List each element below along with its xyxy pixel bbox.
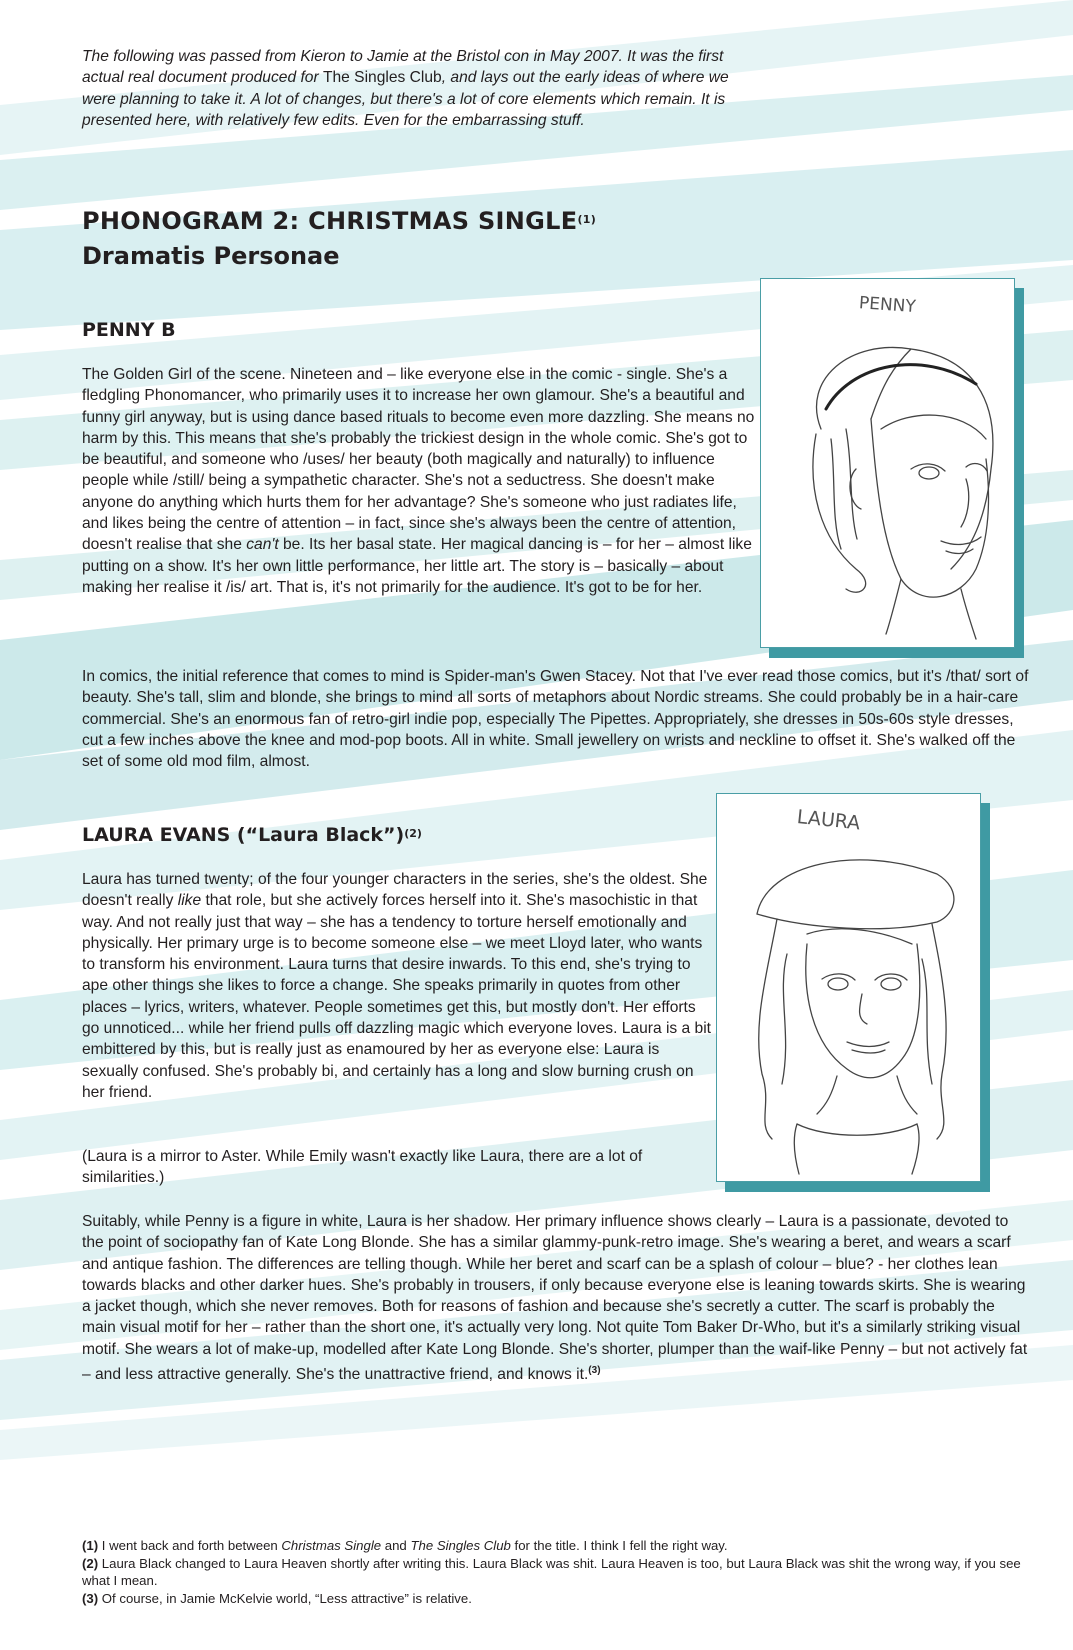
laura-heading: LAURA EVANS (“Laura Black”)$^{(2)}$ — [82, 824, 422, 846]
penny-paragraph-2: In comics, the initial reference that comes to mind is Spider-man's Gwen Stacey. Not that I've ever read those comics, but it's /that/ sort of beauty. She's tall, slim and blonde, she brings to mind all sorts of metaphors about Nordic streams. She could probably be in a hair-care commercial. She's an enormous fan of retro-girl indie pop, especially The Pipettes. Appropriately, she dresses in 50s-60s style dresses, cut a few inches above the knee and mod-pop boots. All in white. Small jewellery on wrists and neckline to offset it. She's walked off the set of some old mod film, almost. — [82, 668, 1029, 771]
penny-sketch-frame — [760, 278, 1015, 648]
footnotes — [82, 1537, 1032, 1607]
laura-footnote-ref: (2) — [404, 827, 422, 840]
intro-book-title: The Singles Club — [322, 69, 442, 87]
intro-paragraph: The following was passed from Kieron to Jamie at the Bristol con in May 2007. It was the first actual real document produced for The Singles Club, and lays out the early ideas of where we were planning to take it. A lot of changes, but there's a lot of core elements which remain. It is presented here, with relatively few edits. Even for the embarrassing stuff. — [82, 48, 729, 129]
footnote-3: (3) Of course, in Jamie McKelvie world, “Less attractive” is relative. — [82, 1590, 472, 1606]
laura-sketch — [717, 794, 980, 1181]
penny-sketch — [761, 279, 1014, 647]
laura-sketch-frame — [716, 793, 981, 1182]
penny-paragraph-1: The Golden Girl of the scene. Nineteen and – like everyone else in the comic - single. She's a fledgling Phonomancer, who primarily uses it to increase her own glamour. She's a beautiful and funny girl anyway, but is using dance based rituals to become even more dazzling. She means no harm by this. This means that she's probably the trickiest design in the whole comic. She's got to be beautiful, and someone who /uses/ her beauty (both magically and naturally) to influence people while /still/ being a sympathetic character. She's not a seductress. She doesn't make anyone do anything which hurts them for her advantage? She's someone who just radiates life, and likes being the centre of attention – in fact, since she's always been the centre of attention, doesn't realise that she can't be. Its her basal state. Her magical dancing is – for her – almost like putting on a show. It's her own little performance, her little art. The story is – basically – about making her realise it /is/ art. That is, it's not primarily for the audience. It's got to be for her. — [82, 366, 755, 596]
page-subtitle: Dramatis Personae — [82, 242, 340, 270]
penny-heading: PENNY B — [82, 319, 176, 341]
laura-paragraph-3: Suitably, while Penny is a figure in white, Laura is her shadow. Her primary influence shows clearly – Laura is a passionate, devoted to the point of sociopathy fan of Kate Long Blonde. She has a similar glammy-punk-retro image. She's wearing a beret, and wears a scarf and antique fashion. The differences are telling though. While her beret and scarf can be a splash of colour – blue? - her clothes lean towards blacks and other darker hues. She's probably in trousers, if only because everyone else is leaning towards skirts. She is wearing a jacket though, which she never removes. Both for reasons of fashion and because she's secretly a cutter. The scarf is probably the main visual motif for her – rather than the short one, it's actually very long. Not quite Tom Baker Dr-Who, but it's a similarly striking visual motif. She wears a lot of make-up, modelled after Kate Long Blonde. She's shorter, plumper than the waif-like Penny – but not actively fat – and less attractive generally. She's the unattractive friend, and knows it.$^{(3)}$ — [82, 1213, 1028, 1384]
laura-sketch-label: LAURA — [795, 805, 862, 835]
footnote-2: (2) Laura Black changed to Laura Heaven shortly after writing this. Laura Black was shit. Laura Heaven is too, but Laura Black was shit the wrong way, if you see what I mean. — [82, 1555, 1021, 1588]
laura-p3-footnote-ref: (3) — [588, 1365, 601, 1377]
title-footnote-ref: (1) — [577, 213, 597, 226]
penny-sketch-label: PENNY — [858, 293, 917, 318]
laura-paragraph-2: (Laura is a mirror to Aster. While Emily wasn't exactly like Laura, there are a lot of similarities.) — [82, 1148, 643, 1187]
page-title: PHONOGRAM 2: CHRISTMAS SINGLE$^{(1)}$ — [82, 207, 597, 235]
laura-paragraph-1: Laura has turned twenty; of the four younger characters in the series, she's the oldest. She doesn't really like that role, but she actively forces herself into it. She's masochistic in that way. And not really just that way – she has a tendency to torture herself emotionally and physically. Her primary urge is to become someone else – we meet Lloyd later, who wants to transform his environment. Laura turns that desire inwards. To this end, she's trying to ape other things she likes to force a change. She speaks primarily in quotes from other places – lyrics, writers, whatever. People sometimes get this, but mostly don't. Her efforts go unnoticed... while her friend pulls off dazzling magic which everyone loves. Laura is a bit embittered by this, but is really just as enamoured by her as everyone else: Laura is sexually confused. She's probably bi, and certainly has a long and slow burning crush on her friend. — [82, 871, 712, 1101]
footnote-1: (1) I went back and forth between Christmas Single and The Singles Club for the title. I think I fell the right way. — [82, 1538, 728, 1553]
